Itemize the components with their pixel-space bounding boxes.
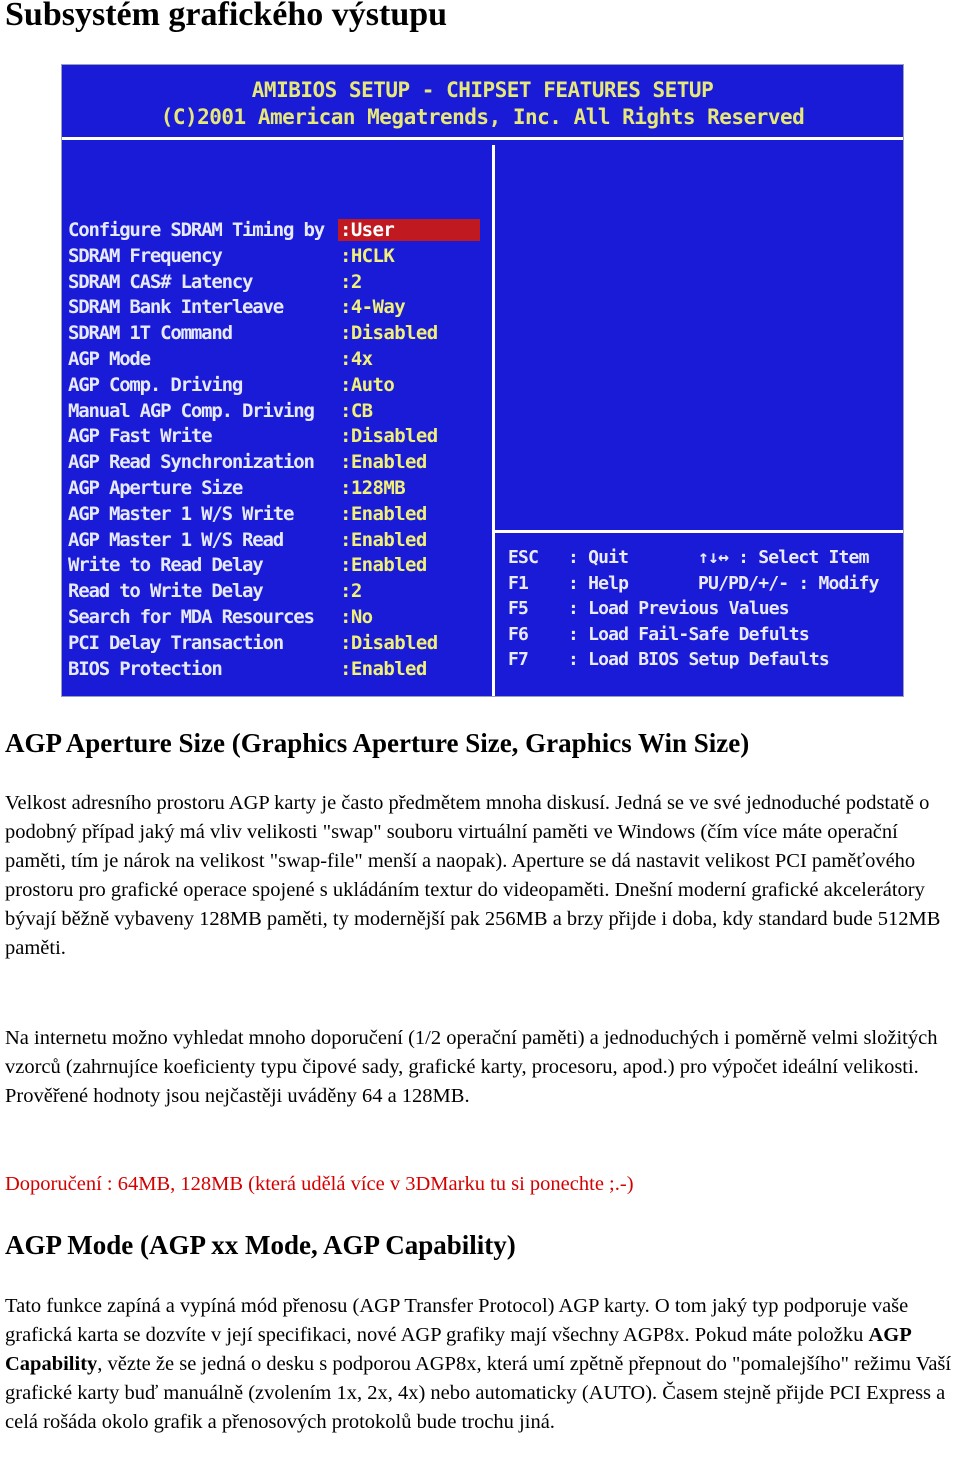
bios-setting-row[interactable] [68, 425, 488, 451]
bios-setting-label: BIOS Protection [68, 657, 222, 680]
bios-setting-label: Configure SDRAM Timing by [68, 219, 324, 241]
bios-setting-value[interactable]: :128MB [340, 476, 406, 499]
section-heading-agp-mode: AGP Mode (AGP xx Mode, AGP Capability) [5, 1230, 516, 1260]
paragraph-agp-mode-part1: Tato funkce zapíná a vypíná mód přenosu (AGP Transfer Protocol) AGP karty. O tom jaký typ podporuje vaše grafická karta se dozvíte v její specifikaci, nové AGP grafiky mají všechny AGP8x. Pokud máte položku [5, 1295, 909, 1346]
bios-setting-row[interactable] [68, 271, 488, 297]
bios-key: F5 [508, 598, 529, 619]
bios-key: ESC [508, 547, 539, 568]
bios-setting-row[interactable] [68, 245, 488, 271]
paragraph-aperture-recommendations: Na internetu možno vyhledat mnoho doporučení (1/2 operační paměti) a jednoduchých i poměrně velmi složitých vzorců (zahrnujíce koeficienty typu čipové sady, grafické karty, procesoru, apod.) pro výpočet ideální velikosti. Prověřené hodnoty jsou nejčastěji uváděny 64 a 128MB. [5, 1027, 938, 1107]
bios-key-secondary: ↑↓↔ : Select Item [698, 547, 869, 568]
bios-header-title: AMIBIOS SETUP - CHIPSET FEATURES SETUP [251, 78, 714, 102]
paragraph-agp-mode [5, 1292, 957, 1437]
bios-setting-label: Search for MDA Resources [68, 605, 314, 628]
bios-setting-row[interactable] [68, 632, 488, 658]
bios-setting-label: AGP Mode [68, 347, 150, 370]
bios-setting-row[interactable] [68, 658, 488, 684]
bios-key-row [508, 598, 898, 624]
bios-setting-label: AGP Master 1 W/S Write [68, 502, 294, 525]
bios-screenshot [61, 64, 904, 697]
bios-header-copyright: (C)2001 American Megatrends, Inc. All Rights Reserved [160, 105, 805, 129]
bios-header [62, 77, 903, 131]
bios-divider-right-panel [495, 530, 904, 533]
bios-key-row [508, 547, 898, 573]
bios-setting-row[interactable] [68, 451, 488, 477]
bios-setting-value[interactable]: :Enabled [340, 554, 427, 577]
bios-setting-value[interactable]: :4-Way [340, 296, 406, 319]
bios-setting-value[interactable]: :Disabled [340, 425, 438, 448]
bios-setting-value[interactable]: :Enabled [340, 657, 427, 680]
bios-setting-value[interactable]: :Disabled [340, 322, 438, 345]
bios-key-secondary: PU/PD/+/- : Modify [698, 572, 879, 594]
bios-setting-value[interactable]: :Enabled [340, 451, 427, 474]
paragraph-aperture-intro: Velkost adresního prostoru AGP karty je často předmětem mnoha diskusí. Jedná se ve své jednoduché podstatě o podobný případ jaký má vliv velikosti "swap" souboru virtuální paměti ve Windows (čím více máte operační paměti, tím je nárok na velikost "swap-file" menší a naopak). Aperture se dá nastavit velikost PCI paměťového prostoru pro grafické operace spojené s ukládáním textur do videopaměti. Dnešní moderní grafické akcelerátory bývají běžně vybaveny 128MB paměti, ty modernější pak 256MB a brzy přijde i doba, kdy standard bude 512MB paměti. [5, 792, 941, 959]
bios-setting-label: PCI Delay Transaction [68, 631, 284, 654]
bios-key-row [508, 624, 898, 650]
bios-setting-value[interactable]: :4x [340, 347, 373, 370]
bios-key-desc: : Load Previous Values [568, 598, 789, 619]
bios-key: F7 [508, 649, 529, 670]
bios-setting-row[interactable] [68, 606, 488, 632]
bios-setting-row[interactable] [68, 348, 488, 374]
bios-key-desc: : Load Fail-Safe Defults [568, 623, 809, 645]
bios-setting-label: SDRAM Bank Interleave [68, 296, 284, 319]
bios-setting-value[interactable]: :Disabled [340, 631, 438, 654]
bios-setting-label: Read to Write Delay [68, 580, 263, 603]
bios-key-row [508, 573, 898, 599]
bios-setting-value[interactable]: :User [338, 219, 480, 241]
bios-setting-value[interactable]: :CB [340, 399, 373, 422]
bios-key-help [508, 547, 898, 675]
bios-key-desc: : Quit [568, 547, 629, 568]
bios-setting-row[interactable] [68, 477, 488, 503]
bios-divider-top [62, 137, 903, 140]
bios-key: F1 [508, 572, 529, 594]
bios-setting-value[interactable]: :Enabled [340, 528, 427, 551]
bios-setting-value[interactable]: :Enabled [340, 502, 427, 525]
bios-setting-value[interactable]: :No [340, 605, 373, 628]
bios-key-desc: : Help [568, 572, 629, 594]
recommendation-note: Doporučení : 64MB, 128MB (která udělá více v 3DMarku tu si ponechte ;.-) [5, 1173, 634, 1195]
paragraph-agp-mode-part2: , vězte že se jedná o desku s podporou AGP8x, která umí zpětně přepnout do "pomalejšího" režimu Vaší grafické karty buď manuálně (zvolením 1x, 2x, 4x) nebo automaticky (AUTO). Časem stejně přijde PCI Express a celá rošáda okolo grafik a přenosových protokolů bude trochu jiná. [5, 1353, 952, 1433]
bios-key-row [508, 649, 898, 675]
bios-setting-value[interactable]: :2 [340, 580, 362, 603]
bios-setting-row[interactable] [68, 503, 488, 529]
page-title: Subsystém grafického výstupu [5, 0, 448, 33]
bios-setting-label: Manual AGP Comp. Driving [68, 399, 314, 422]
bios-setting-label: Write to Read Delay [68, 554, 263, 577]
section-heading-aperture: AGP Aperture Size (Graphics Aperture Size, Graphics Win Size) [5, 728, 750, 758]
bios-setting-value[interactable]: :2 [340, 270, 362, 293]
bios-setting-row[interactable] [68, 529, 488, 555]
bios-setting-row[interactable] [68, 580, 488, 606]
bios-key-desc: : Load BIOS Setup Defaults [568, 649, 829, 670]
bios-setting-value[interactable]: :Auto [340, 373, 395, 396]
bios-setting-label: AGP Master 1 W/S Read [68, 528, 284, 551]
bios-setting-value[interactable]: :HCLK [340, 244, 395, 267]
bios-setting-label: AGP Read Synchronization [68, 451, 314, 474]
bios-divider-vertical [492, 145, 495, 697]
bios-setting-label: AGP Fast Write [68, 425, 212, 448]
bios-setting-row[interactable] [68, 322, 488, 348]
bios-setting-row[interactable] [68, 219, 488, 245]
bios-setting-label: SDRAM CAS# Latency [68, 270, 253, 293]
bios-setting-label: SDRAM Frequency [68, 244, 222, 267]
bios-setting-label: SDRAM 1T Command [68, 322, 232, 345]
bios-setting-row[interactable] [68, 296, 488, 322]
bios-setting-label: AGP Comp. Driving [68, 373, 243, 396]
bios-setting-row[interactable] [68, 400, 488, 426]
bios-settings-list [68, 219, 488, 683]
bios-setting-row[interactable] [68, 554, 488, 580]
bios-setting-row[interactable] [68, 374, 488, 400]
bios-setting-label: AGP Aperture Size [68, 476, 243, 499]
agp-capability-term: AGP Capability [5, 1324, 911, 1375]
bios-key: F6 [508, 623, 529, 645]
